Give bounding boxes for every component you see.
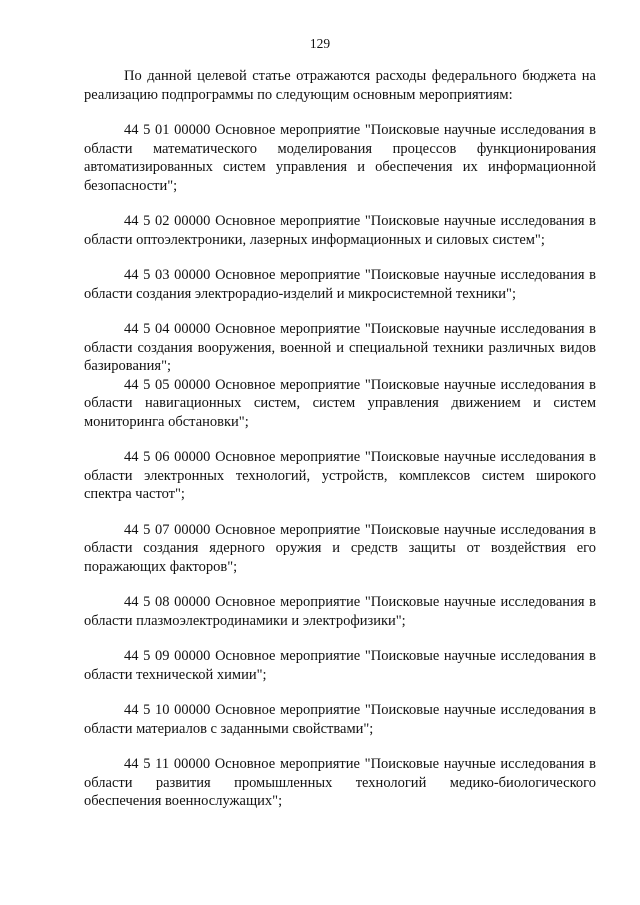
- paragraph-44-5-08: 44 5 08 00000 Основное мероприятие "Поисковые научные исследования в области плазмоэлектродинамики и электрофизики";: [84, 594, 596, 629]
- paragraph-44-5-03: 44 5 03 00000 Основное мероприятие "Поисковые научные исследования в области создания электрорадио-изделий и микросистемной техники";: [84, 267, 596, 302]
- paragraph-44-5-02: 44 5 02 00000 Основное мероприятие "Поисковые научные исследования в области оптоэлектроники, лазерных информационных и силовых систем";: [84, 213, 596, 248]
- intro-paragraph: По данной целевой статье отражаются расходы федерального бюджета на реализацию подпрограммы по следующим основным мероприятиям:: [84, 68, 596, 103]
- paragraph-44-5-01: 44 5 01 00000 Основное мероприятие "Поисковые научные исследования в области математического моделирования процессов функционирования автоматизированных систем управления и обеспечения их информационной безопасности";: [84, 122, 596, 194]
- paragraph-44-5-11: 44 5 11 00000 Основное мероприятие "Поисковые научные исследования в области развития промышленных технологий медико-биологического обеспечения военнослужащих";: [84, 756, 596, 809]
- paragraph-44-5-04: 44 5 04 00000 Основное мероприятие "Поисковые научные исследования в области создания вооружения, военной и специальной техники различных видов базирования";: [84, 321, 596, 374]
- page-number: 129: [309, 36, 331, 51]
- paragraph-44-5-05: 44 5 05 00000 Основное мероприятие "Поисковые научные исследования в области навигационных систем, систем управления движением и систем мониторинга обстановки";: [84, 376, 596, 430]
- paragraph-44-5-06: 44 5 06 00000 Основное мероприятие "Поисковые научные исследования в области электронных технологий, устройств, комплексов систем широкого спектра частот";: [84, 449, 596, 502]
- document-body: [84, 67, 596, 811]
- paragraph-44-5-07: 44 5 07 00000 Основное мероприятие "Поисковые научные исследования в области создания ядерного оружия и средств защиты от воздействия его поражающих факторов";: [84, 521, 596, 575]
- paragraph-44-5-09: 44 5 09 00000 Основное мероприятие "Поисковые научные исследования в области технической химии";: [84, 648, 596, 683]
- paragraph-44-5-10: 44 5 10 00000 Основное мероприятие "Поисковые научные исследования в области материалов с заданными свойствами";: [84, 702, 596, 737]
